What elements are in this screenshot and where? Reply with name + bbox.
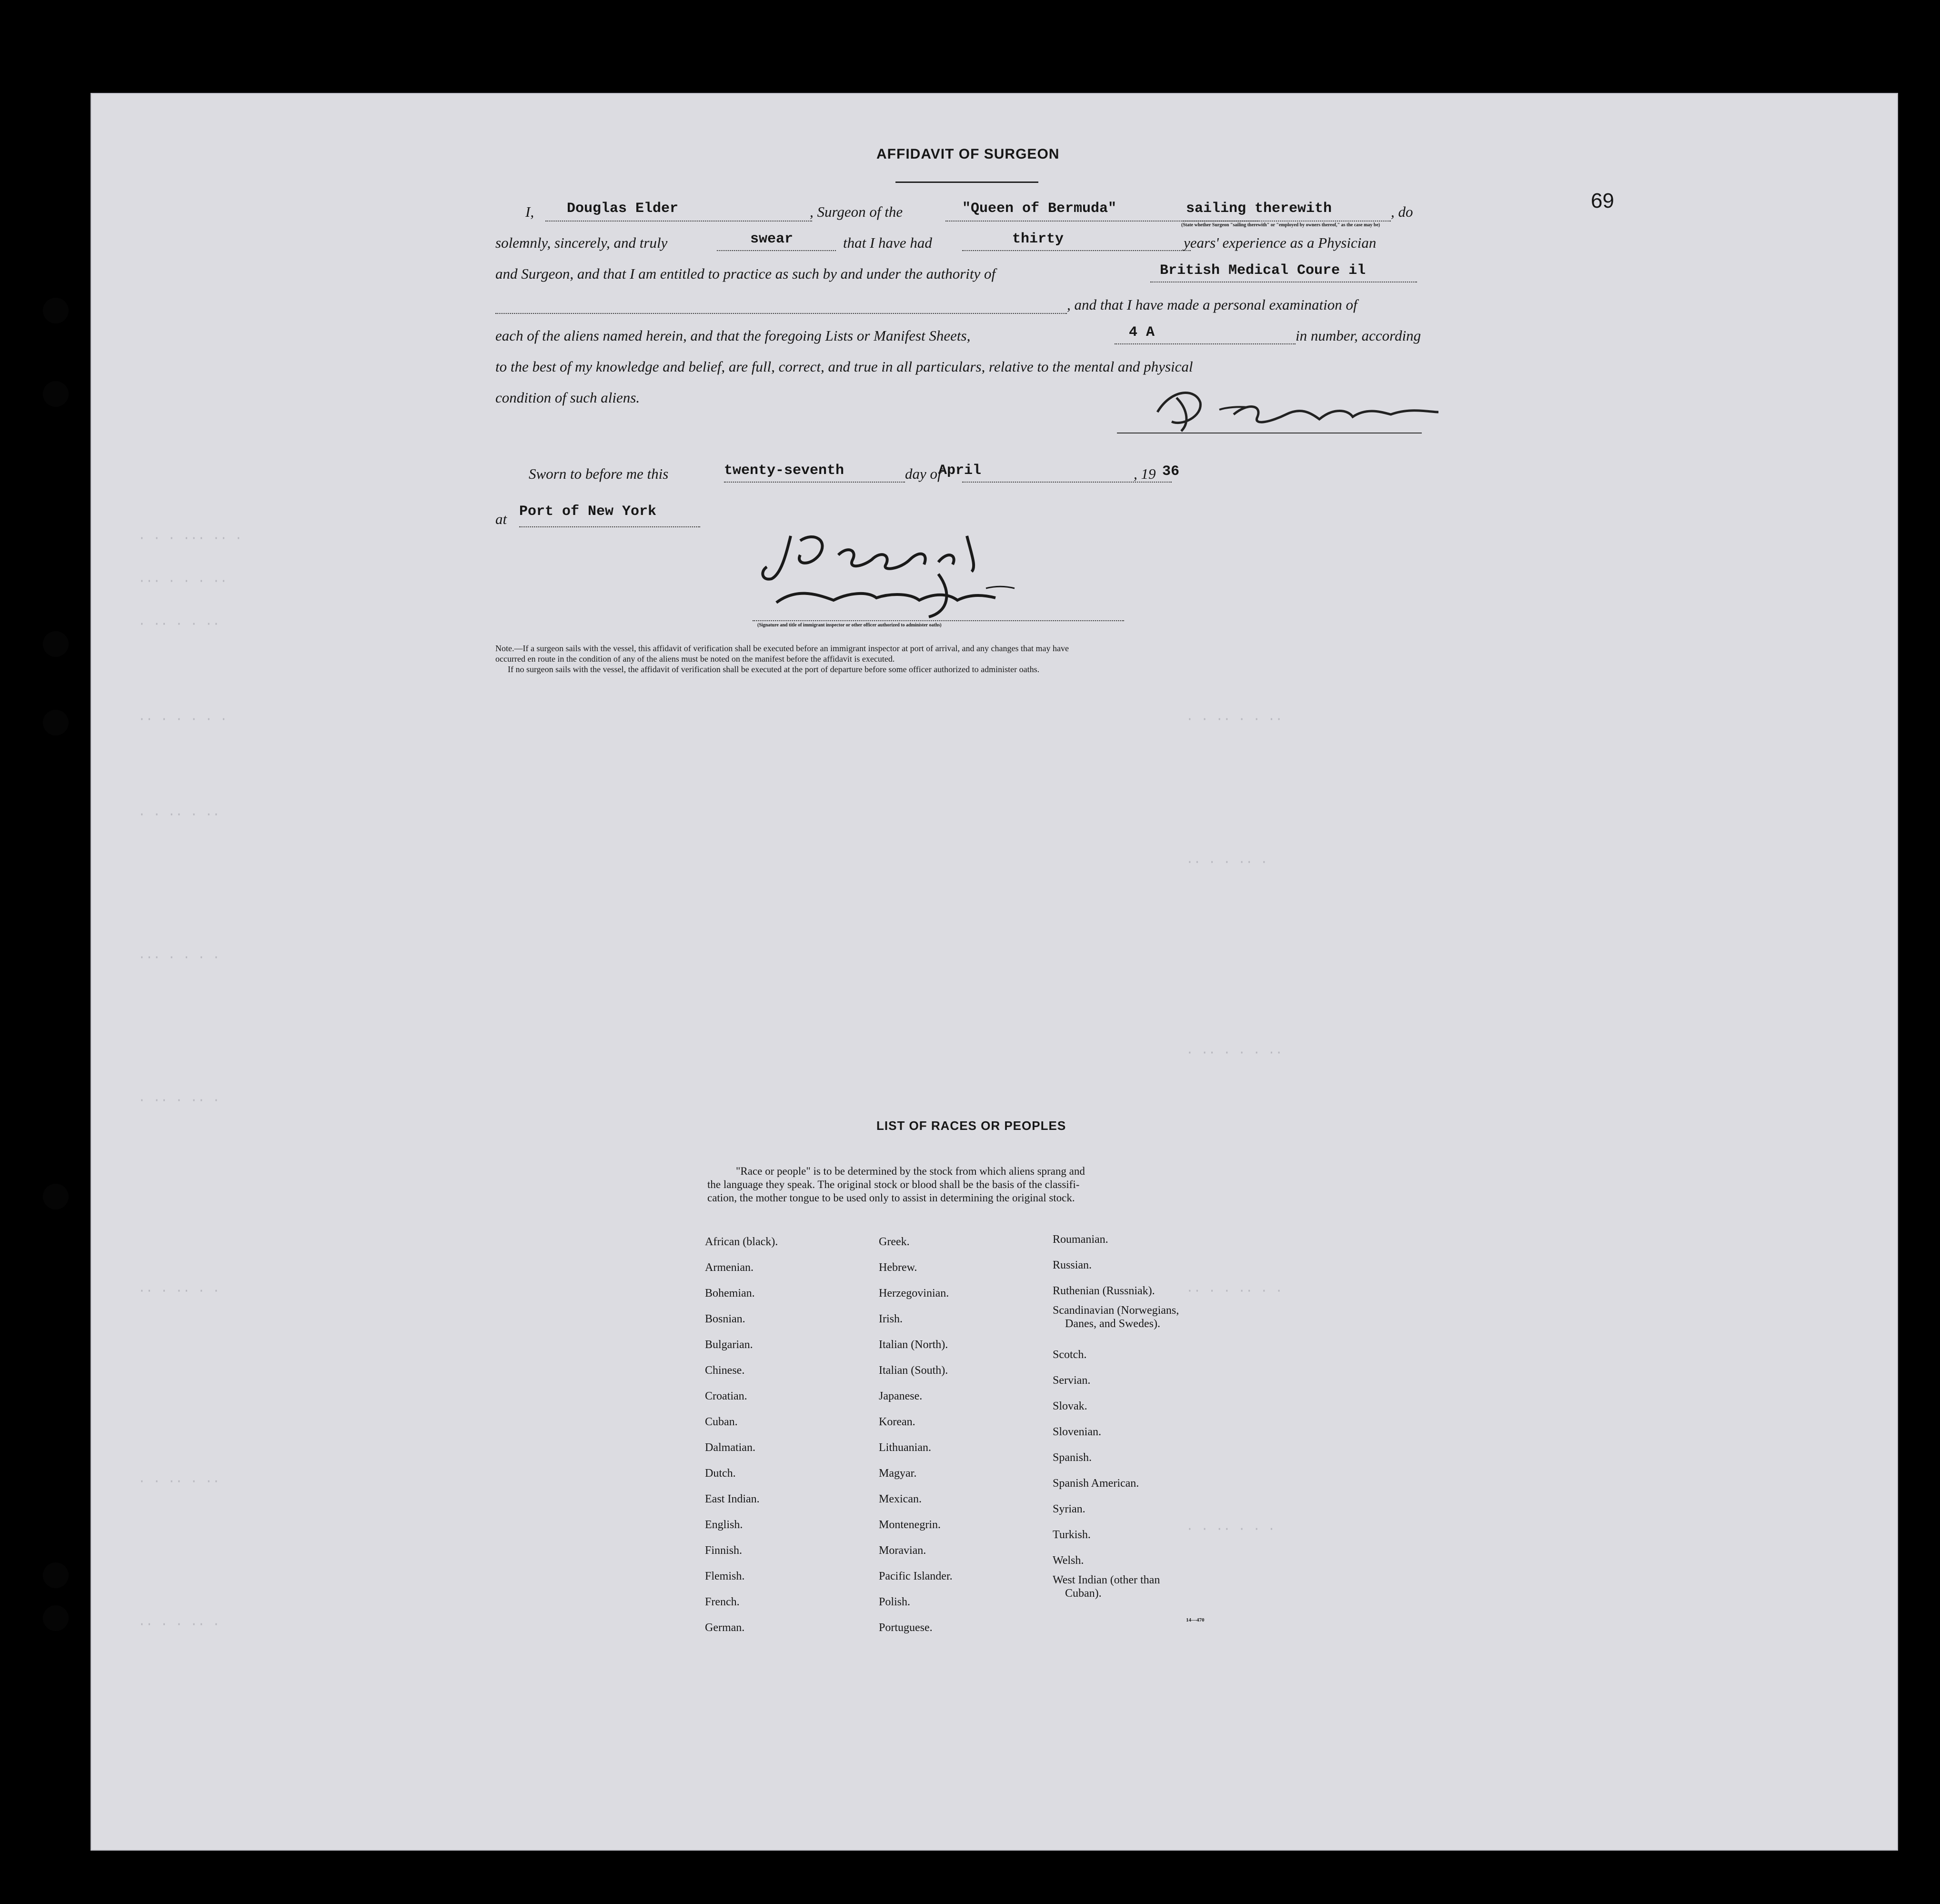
sworn-year: 36 (1162, 463, 1180, 480)
race-item: Pacific Islander. (879, 1570, 953, 1582)
binder-hole (43, 381, 69, 407)
label-and-surgeon: and Surgeon, and that I am entitled to practice as such by and under the authority of (495, 265, 996, 282)
race-item: West Indian (other than (1053, 1574, 1160, 1586)
label-at: at (495, 511, 507, 527)
race-item: Korean. (879, 1416, 915, 1428)
races-col-1 (705, 1229, 778, 1641)
race-item: Slovenian. (1053, 1426, 1101, 1438)
race-item: Cuban. (705, 1416, 738, 1428)
label-each-of: each of the aliens named herein, and that the foregoing Lists or Manifest Sheets, (495, 327, 971, 344)
sworn-month: April (938, 463, 982, 479)
race-item: German. (705, 1622, 745, 1634)
sworn-day: twenty-seventh (724, 463, 844, 479)
title-rule (895, 181, 1038, 183)
label-personal-exam: , and that I have made a personal examination of (1067, 296, 1357, 313)
race-item: Slovak. (1053, 1400, 1087, 1412)
text-condition: condition of such aliens. (495, 389, 640, 406)
race-item: Flemish. (705, 1570, 745, 1582)
race-item: Herzegovinian. (879, 1287, 949, 1300)
race-item: Hebrew. (879, 1261, 917, 1274)
binder-hole (43, 1184, 69, 1209)
label-year-prefix: , 19 (1134, 465, 1156, 482)
vessel-name: "Queen of Bermuda" (962, 201, 1117, 217)
race-item: East Indian. (705, 1493, 760, 1505)
binder-hole (43, 1562, 69, 1588)
races-col-2 (879, 1229, 953, 1641)
surgeon-signature (1143, 379, 1524, 436)
race-item: English. (705, 1519, 743, 1531)
sailing-status: sailing therewith (1186, 201, 1332, 217)
label-sworn: Sworn to before me this (529, 465, 669, 482)
sheet-count: 4 A (1129, 324, 1155, 341)
officer-caption: (Signature and title of immigrant inspector or other officer authorized to administer oaths) (757, 623, 942, 628)
race-item: Bohemian. (705, 1287, 755, 1300)
affidavit-note (495, 643, 1069, 675)
binder-hole (43, 1605, 69, 1631)
label-have-had: that I have had (843, 234, 932, 251)
races-title: LIST OF RACES OR PEOPLES (876, 1118, 1066, 1133)
race-item: Servian. (1053, 1374, 1091, 1387)
race-item: Ruthenian (Russniak). (1053, 1285, 1155, 1297)
label-solemnly: solemnly, sincerely, and truly (495, 234, 668, 251)
race-item: Bosnian. (705, 1313, 745, 1325)
text-to-the-best: to the best of my knowledge and belief, are full, correct, and true in all particulars, relative to the mental and physical (495, 358, 1193, 375)
document-page: 69 · · · ··· ·· · ··· · · · ·· · ·· · · ·· ·· · · · · · · · ·· · ·· ··· · · · · · ·· · ·· · ·· · ·· · · · · ·· · ·· ·· · · ·· · · · ·· · · ·· ·· · · ·· · · ·· · · · ·· ·· · · ·· · · · · ·· · · · AFFIDAVIT OF SURGEON I, Douglas Elder , Surgeon of the "Queen of Bermuda" sailing therewith (State whether Surgeon "sailing therewith" or "employed by owners thereof," as the case may be) , do solemnly, sincerely, and truly swear that I have had thirty years' experience as a Physician and Surgeon, and that I am entitled to practice as such by and under the authority of British Medical Coure il , and that I have made a personal examination of each of the aliens named herein, and that the foregoing Lists or Manifest Sheets, 4 A in number, according to the best of my knowledge and belief, are full, correct, and true in all particulars, relative to the mental and physical condition of such aliens. Sworn to before me this twenty-seventh day of April , 19 36 at Port of New York (Signature and title of immigrant inspector or other officer authorized to administer oaths) Note.—If a surgeon sails with the vessel, this affidavit of verification shall be executed before an immigrant inspector at port of arrival, and any changes that may have occurred en route in the condition of any of the aliens must be noted on the manifest before the affidavit is executed. If no surgeon sails with the vessel, the affidavit of verification shall be executed at the port of departure before some officer authorized to administer oaths. LIST OF RACES OR PEOPLES "Race or people" is to be determined by the stock from which aliens sprang and the language they speak. The original stock or blood shall be the basis of the classifi- cation, the mother tongue to be used only to assist in determining the original stock. African (black). Armenian. Bohemian. Bosnian. Bulgarian. Chinese. Croatian. Cuban. Dalmatian. Dutch. East Indian. English. Finnish. Flemish. French. German. Greek. Hebrew. Herzegovinian. Irish. Italian (North). Italian (South). Japanese. Korean. Lithuanian. Magyar. Mexican. Montenegrin. Moravian. Pacific Islander. Polish. Portuguese. Roumanian. Russian. Ruthenian (Russniak). Scandinavian (Norwegians, Danes, and Swedes). Scotch. Servian. Slovak. Slovenian. Spanish. Spanish American. Syrian. Turkish. Welsh. West Indian (other than Cuban). 14—470 (90, 93, 1898, 1851)
race-item: Croatian. (705, 1390, 747, 1402)
races-intro (707, 1165, 1307, 1205)
binder-hole (43, 631, 69, 657)
note-line-3: If no surgeon sails with the vessel, the affidavit of verification shall be executed at the port of departure before some officer authorized to administer oaths. (508, 665, 1040, 674)
race-item: Polish. (879, 1596, 911, 1608)
authority: British Medical Coure il (1160, 262, 1366, 279)
label-years-exp: years' experience as a Physician (1184, 234, 1377, 251)
race-item: Roumanian. (1053, 1233, 1108, 1246)
race-item: Lithuanian. (879, 1441, 931, 1454)
label-day-of: day of (905, 465, 942, 482)
race-item: Cuban). (1065, 1587, 1102, 1600)
officer-signature-line (753, 620, 1124, 621)
binder-hole (43, 710, 69, 735)
races-col-3 (1053, 1227, 1179, 1600)
race-item: Finnish. (705, 1544, 743, 1557)
race-item: Japanese. (879, 1390, 923, 1402)
race-item: Turkish. (1053, 1529, 1091, 1541)
race-item: Danes, and Swedes). (1065, 1318, 1160, 1330)
form-number: 14—470 (1186, 1617, 1205, 1623)
label-in-number: in number, according (1296, 327, 1421, 344)
race-item: Welsh. (1053, 1554, 1084, 1567)
label-i: I, (525, 203, 534, 220)
race-item: Syrian. (1053, 1503, 1086, 1515)
oath-type: swear (750, 231, 794, 247)
race-item: Dalmatian. (705, 1441, 755, 1454)
race-item: Greek. (879, 1236, 910, 1248)
surgeon-name: Douglas Elder (567, 201, 679, 217)
race-item: Italian (North). (879, 1339, 948, 1351)
race-item: Magyar. (879, 1467, 917, 1480)
race-item: Scandinavian (Norwegians, (1053, 1304, 1179, 1317)
note-line-2: occurred en route in the condition of any of the aliens must be noted on the manifest before the affidavit is executed. (495, 654, 895, 664)
binder-hole (43, 298, 69, 323)
note-line-1: Note.—If a surgeon sails with the vessel, this affidavit of verification shall be executed before an immigrant inspector at port of arrival, and any changes that may have (495, 644, 1069, 653)
sworn-place: Port of New York (519, 504, 657, 520)
race-item: Armenian. (705, 1261, 754, 1274)
race-item: Spanish. (1053, 1451, 1092, 1464)
race-item: Russian. (1053, 1259, 1092, 1271)
races-intro-line-3: cation, the mother tongue to be used only to assist in determining the original stock. (707, 1192, 1075, 1204)
label-do: , do (1391, 203, 1413, 220)
race-item: Chinese. (705, 1364, 745, 1377)
race-item: African (black). (705, 1236, 778, 1248)
race-item: Spanish American. (1053, 1477, 1139, 1490)
race-item: Moravian. (879, 1544, 926, 1557)
years-experience: thirty (1012, 231, 1064, 247)
race-item: Portuguese. (879, 1622, 933, 1634)
sailing-note: (State whether Surgeon "sailing therewith" or "employed by owners thereof," as the case may be) (1181, 222, 1380, 228)
page-number: 69 (1591, 189, 1614, 212)
officer-signature (748, 522, 1176, 622)
races-intro-line-1: "Race or people" is to be determined by the stock from which aliens sprang and (736, 1165, 1085, 1177)
race-item: Montenegrin. (879, 1519, 941, 1531)
races-intro-line-2: the language they speak. The original stock or blood shall be the basis of the classifi- (707, 1179, 1080, 1190)
race-item: Mexican. (879, 1493, 922, 1505)
race-item: Irish. (879, 1313, 903, 1325)
race-item: Italian (South). (879, 1364, 948, 1377)
race-item: Dutch. (705, 1467, 736, 1480)
affidavit-title: AFFIDAVIT OF SURGEON (876, 146, 1060, 162)
race-item: Scotch. (1053, 1349, 1087, 1361)
race-item: Bulgarian. (705, 1339, 753, 1351)
label-surgeon-of: , Surgeon of the (810, 203, 903, 220)
race-item: French. (705, 1596, 740, 1608)
